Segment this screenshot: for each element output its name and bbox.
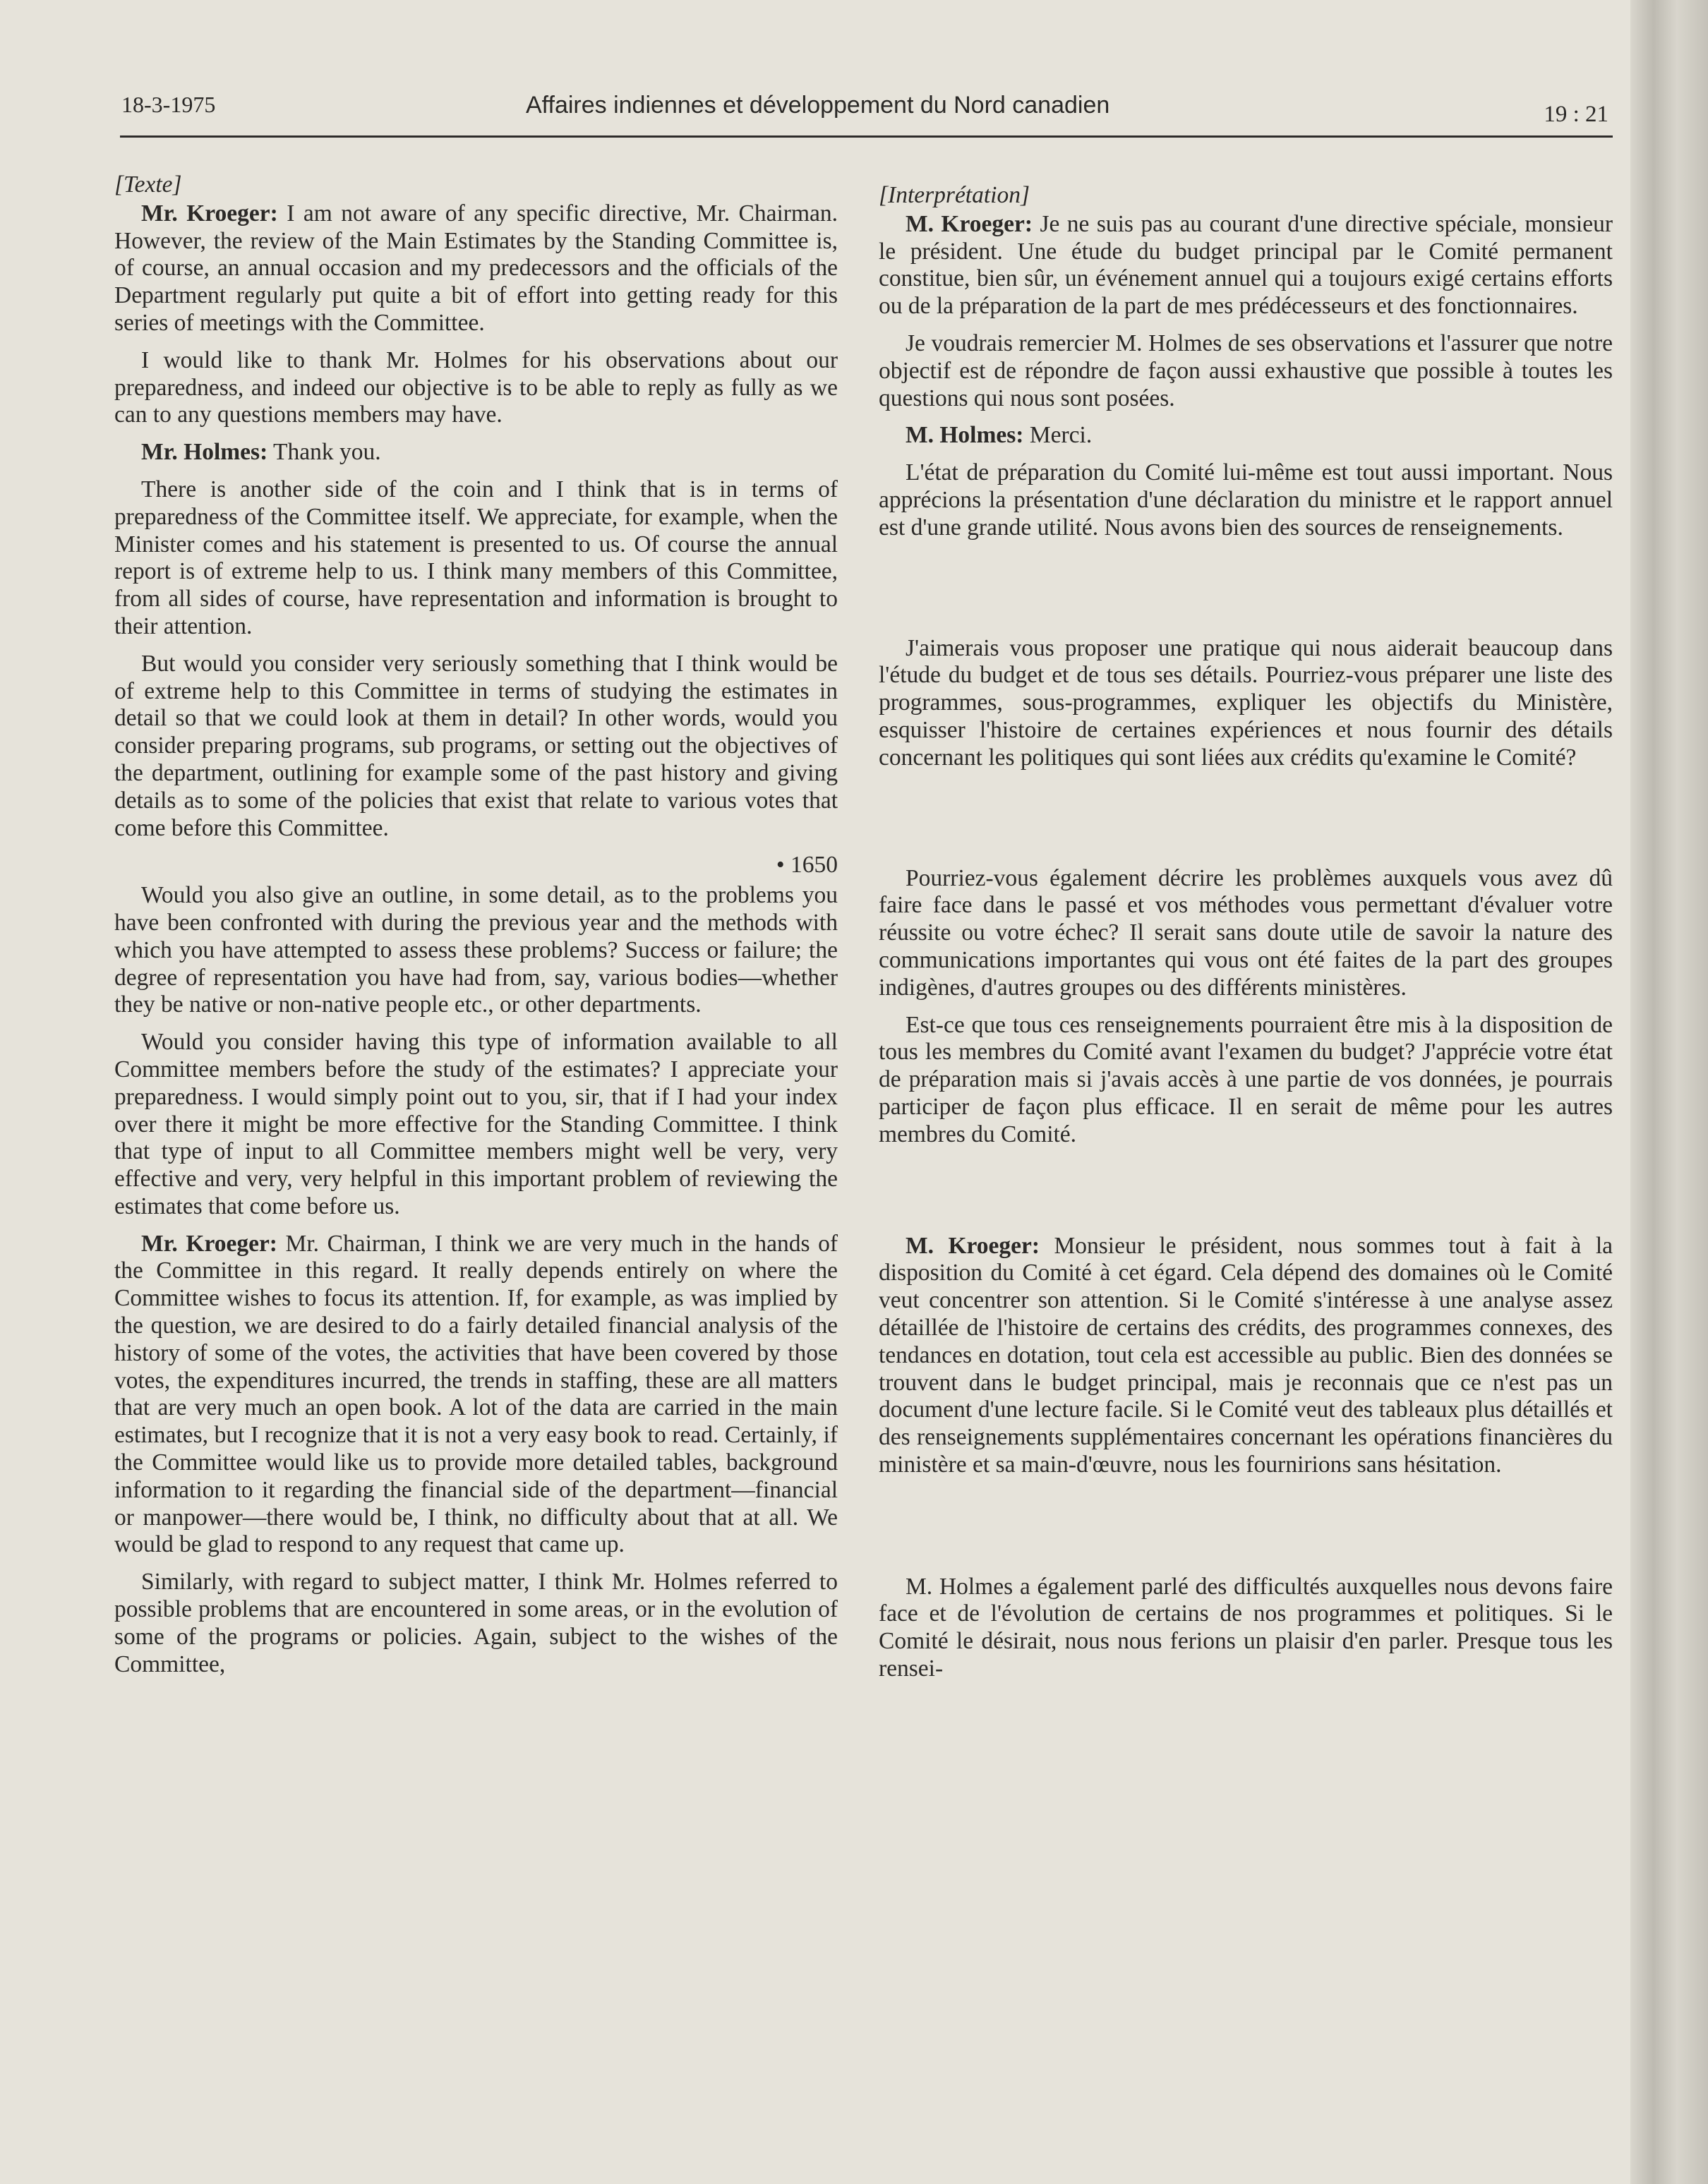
paragraph-text: There is another side of the coin and I think that is in terms of preparedness of the Committee itself. We appreciate, for example, when the Minister comes and his statement is presented to us. Of course the annual report is of extreme help to us. I think many members of this Committee, from all sides of course, have representation and information is brought to their attention. <box>114 476 838 639</box>
speaker-name: Mr. Kroeger: <box>141 1230 277 1257</box>
speaker-name: M. Kroeger: <box>906 1232 1040 1259</box>
paragraph-text: Would you also give an outline, in some detail, as to the problems you have been confronted with during the previous year and the methods with which you have attempted to assess these problems? Success or failure; the degree of representation you have had from, say, various bodies—whether they be native or non-native people etc., or other departments. <box>114 882 838 1018</box>
column-gap <box>879 1159 1613 1233</box>
speaker-name: M. Kroeger: <box>906 210 1033 237</box>
paragraph-text: Would you consider having this type of information available to all Committee members before the study of the estimates? I appreciate your preparedness. I would simply point out to you, sir, that if I had your index over there it might be more effective for the Standing Committee. I think that type of input to all Committee members might well be very, very effective and very, very helpful in this important problem of reviewing the estimates that come before us. <box>114 1029 838 1219</box>
paragraph <box>114 882 838 1019</box>
header-page-number: 19 : 21 <box>1544 102 1608 127</box>
paragraph <box>879 865 1613 1002</box>
paragraph <box>114 439 838 466</box>
paragraph <box>879 422 1613 450</box>
header-date: 18-3-1975 <box>121 92 216 117</box>
paragraph <box>114 651 838 843</box>
paragraph <box>114 200 838 337</box>
paragraph-text: Monsieur le président, nous sommes tout à fait à la disposition du Comité à cet égard. Cela dépend des domaines où le Comité veut concentrer son attention. Si le Comité s'intéresse à une analyse assez détaillée de l'histoire de certains des crédits, des programmes connexes, des tendances en dotation, tout cela est accessible au public. Bien des données se trouvent dans le budget principal, mais je reconnais que ce n'est pas un document d'une lecture facile. Si le Comité veut des tableaux plus détaillés et des renseignements supplémentaires concernant les opérations financières du ministère et sa main-d'œuvre, nous les fournirions sans hésitation. <box>879 1232 1613 1478</box>
paragraph <box>879 635 1613 772</box>
paragraph-text: Est-ce que tous ces renseignements pourraient être mis à la disposition de tous les membres du Comité avant l'examen du budget? J'apprécie votre état de préparation mais si j'avais accès à une partie de vos données, je pourrais participer de façon plus efficace. Il en serait de même pour les autres membres du Comité. <box>879 1011 1613 1147</box>
time-marker: • 1650 <box>776 852 838 879</box>
paragraph-text: L'état de préparation du Comité lui-même est tout aussi important. Nous apprécions la présentation d'une déclaration du ministre et le rapport annuel est d'une grande utilité. Nous avons bien des sources de renseignements. <box>879 459 1613 541</box>
paragraph <box>879 459 1613 541</box>
paragraph <box>879 1012 1613 1149</box>
paragraph <box>114 347 838 429</box>
paragraph-text: Pourriez-vous également décrire les problèmes auxquels vous avez dû faire face dans le passé et vos méthodes vous permettant d'évaluer votre réussite ou votre échec? Il serait sans doute utile de savoir la nature des communications importantes qui vous ont été faites de la part des groupes indigènes, d'autres groupes ou des différents ministères. <box>879 864 1613 1001</box>
speaker-name: Mr. Holmes: <box>141 439 268 466</box>
paragraph-text: Merci. <box>1023 422 1093 449</box>
paragraph-text: I am not aware of any specific directive, Mr. Chairman. However, the review of the Main Estimates by the Standing Committee is, of course, an annual occasion and my predecessors and the officials of the Department regularly put quite a bit of effort into getting ready for this series of meetings with the Committee. <box>114 200 838 336</box>
paragraph <box>879 330 1613 412</box>
paragraph <box>114 1029 838 1221</box>
paragraph <box>879 1233 1613 1479</box>
paragraph-text: Thank you. <box>267 439 381 466</box>
paragraph-text: J'aimerais vous proposer une pratique qui nous aiderait beaucoup dans l'étude du budget et de tous ses détails. Pourriez-vous préparer une liste des programmes, sous-programmes, expliquer les objectifs du Ministère, esquisser l'histoire de certaines expériences et nous fournir des détails concernant les politiques qui sont liées aux crédits qu'examine le Comité? <box>879 634 1613 771</box>
paragraph-text: Je voudrais remercier M. Holmes de ses observations et l'assurer que notre objectif est de répondre de façon aussi exhaustive que possible à toutes les questions qui nous sont posées. <box>879 330 1613 411</box>
header-title: Affaires indiennes et développement du Nord canadien <box>526 92 1110 119</box>
paragraph-text: Similarly, with regard to subject matter, I think Mr. Holmes referred to possible problems that are encountered in some areas, or in the evolution of some of the programs or policies. Again, subject to the wishes of the Committee, <box>114 1569 838 1677</box>
page-edge <box>1630 0 1708 2184</box>
speaker-name: M. Holmes: <box>906 422 1024 449</box>
paragraph <box>114 1569 838 1678</box>
paragraph <box>114 476 838 641</box>
english-section-label: [Texte] <box>114 171 182 198</box>
speaker-name: Mr. Kroeger: <box>141 200 278 227</box>
french-column <box>879 182 1613 1693</box>
paragraph-text: But would you consider very seriously something that I think would be of extreme help to this Committee in terms of studying the estimates in detail so that we could look at them in detail? In other words, would you consider preparing programs, sub programs, or setting out the objectives of the department, outlining for example some of the past history and giving details as to some of the policies that exist that relate to various votes that come before this Committee. <box>114 650 838 841</box>
paragraph <box>879 211 1613 320</box>
column-gap <box>879 552 1613 635</box>
paragraph-text: I would like to thank Mr. Holmes for his observations about our preparedness, and indeed our objective is to be able to reply as fully as we can to any questions members may have. <box>114 346 838 428</box>
english-column <box>114 171 838 1688</box>
paragraph <box>879 1574 1613 1683</box>
paragraph-text: M. Holmes a également parlé des difficultés auxquelles nous devons faire face et de l'évolution de certains de nos programmes et politiques. Si le Comité le désirait, nous nous ferions un plaisir d'en parler. Presque tous les rensei- <box>879 1573 1613 1682</box>
paragraph-text: Je ne suis pas au courant d'une directive spéciale, monsieur le président. Une étude du budget principal par le Comité permanent constitue, bien sûr, un événement annuel qui a toujours exigé certains efforts ou de la préparation de la part de mes prédécesseurs et des fonctionnaires. <box>879 210 1613 320</box>
column-gap <box>879 1489 1613 1574</box>
french-section-label: [Interprétation] <box>879 182 1030 208</box>
column-gap <box>879 782 1613 865</box>
paragraph <box>114 1231 838 1559</box>
paragraph-text: Mr. Chairman, I think we are very much in the hands of the Committee in this regard. It really depends entirely on where the Committee wishes to focus its attention. If, for example, as was implied by the question, we are desired to do a fairly detailed financial analysis of the history of some of the votes, the activities that have been covered by those votes, the expenditures incurred, the trends in staffing, these are all matters that are very much an open book. A lot of the data are carried in the main estimates, but I recognize that it is not a very easy book to read. Certainly, if the Committee would like us to provide more detailed tables, background information to it regarding the financial side of the department—financial or manpower—there would be, I think, no difficulty about that at all. We would be glad to respond to any request that came up. <box>114 1230 838 1558</box>
page-header <box>120 83 1613 138</box>
